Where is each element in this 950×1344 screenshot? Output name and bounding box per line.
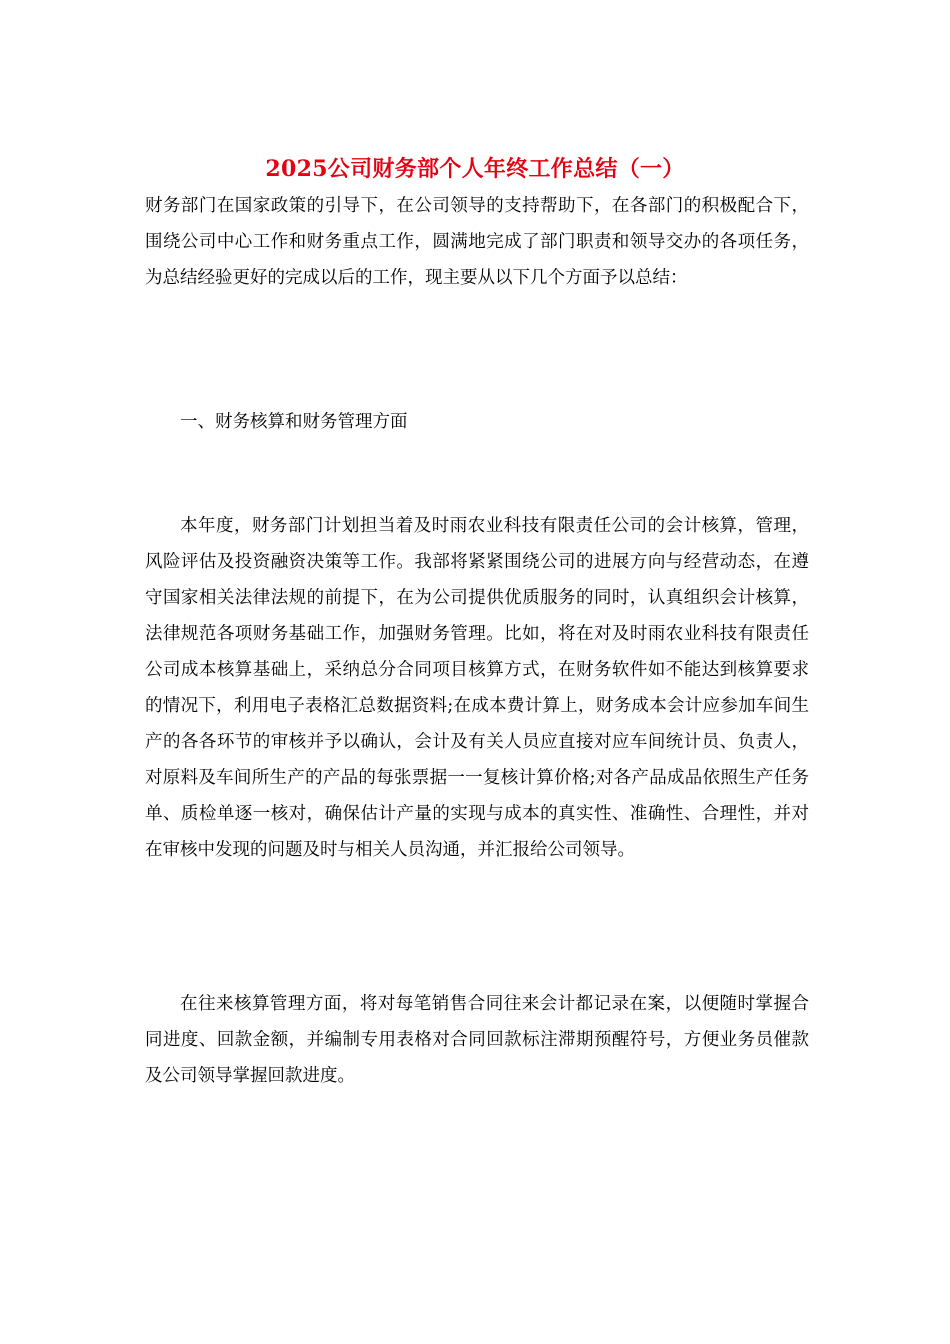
body-paragraph-2: 在往来核算管理方面，将对每笔销售合同往来会计都记录在案，以便随时掌握合同进度、回款金额，并编制专用表格对合同回款标注滞期预醒符号，方便业务员催款及公司领导掌握回款进度。 [145,994,809,1086]
intro-paragraph: 财务部门在国家政策的引导下，在公司领导的支持帮助下，在各部门的积极配合下，围绕公司中心工作和财务重点工作，圆满地完成了部门职责和领导交办的各项任务，为总结经验更好的完成以后的工作，现主要从以下几个方面予以总结： [145,196,809,288]
section-heading: 一、财务核算和财务管理方面 [180,412,408,432]
document-title: 2025公司财务部个人年终工作总结（一） [265,156,685,182]
body-paragraph-1: 本年度，财务部门计划担当着及时雨农业科技有限责任公司的会计核算，管理，风险评估及投资融资决策等工作。我部将紧紧围绕公司的进展方向与经营动态，在遵守国家相关法律法规的前提下，在为公司提供优质服务的同时，认真组织会计核算，法律规范各项财务基础工作，加强财务管理。比如，将在对及时雨农业科技有限责任公司成本核算基础上，采纳总分合同项目核算方式，在财务软件如不能达到核算要求的情况下，利用电子表格汇总数据资料;在成本费计算上，财务成本会计应参加车间生产的各各环节的审核并予以确认，会计及有关人员应直接对应车间统计员、负责人，对原料及车间所生产的产品的每张票据一一复核计算价格;对各产品成品依照生产任务单、质检单逐一核对，确保估计产量的实现与成本的真实性、准确性、合理性，并对在审核中发现的问题及时与相关人员沟通，并汇报给公司领导。 [145,516,809,860]
